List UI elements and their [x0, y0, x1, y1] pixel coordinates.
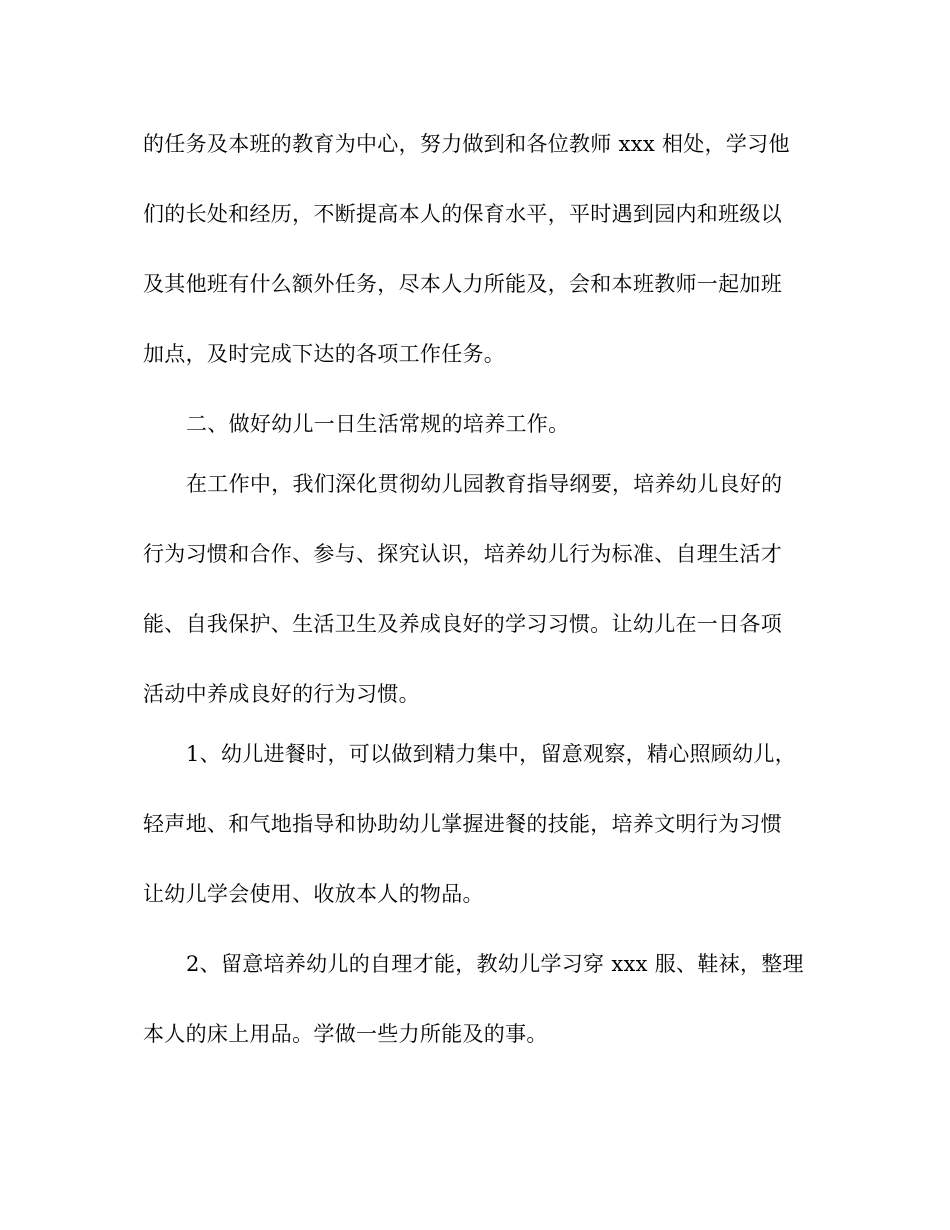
paragraph-line: 本人的床上用品。学做一些力所能及的事。 [143, 1022, 548, 1046]
list-item: 1、幼儿进餐时，可以做到精力集中，留意观察，精心照顾幼儿， [186, 742, 797, 766]
paragraph-line: 能、自我保护、生活卫生及养成良好的学习习惯。让幼儿在一日各项 [143, 612, 782, 636]
paragraph-line: 的任务及本班的教育为中心，努力做到和各位教师 xxx 相处，学习他 [143, 132, 790, 156]
paragraph-line: 行为习惯和合作、参与、探究认识，培养幼儿行为标准、自理生活才 [143, 542, 782, 566]
paragraph-line: 加点，及时完成下达的各项工作任务。 [143, 342, 506, 366]
paragraph-line: 们的长处和经历，不断提高本人的保育水平，平时遇到园内和班级以 [143, 202, 782, 226]
paragraph-line: 在工作中，我们深化贯彻幼儿园教育指导纲要，培养幼儿良好的 [186, 472, 783, 496]
paragraph-line: 轻声地、和气地指导和协助幼儿掌握进餐的技能，培养文明行为习惯 [143, 812, 782, 836]
paragraph-line: 让幼儿学会使用、收放本人的物品。 [143, 882, 484, 906]
paragraph-line: 及其他班有什么额外任务，尽本人力所能及，会和本班教师一起加班 [143, 272, 782, 296]
section-heading: 二、做好幼儿一日生活常规的培养工作。 [186, 412, 570, 436]
paragraph-line: 活动中养成良好的行为习惯。 [143, 682, 420, 706]
list-item: 2、留意培养幼儿的自理才能，教幼儿学习穿 xxx 服、鞋袜，整理 [186, 952, 804, 976]
